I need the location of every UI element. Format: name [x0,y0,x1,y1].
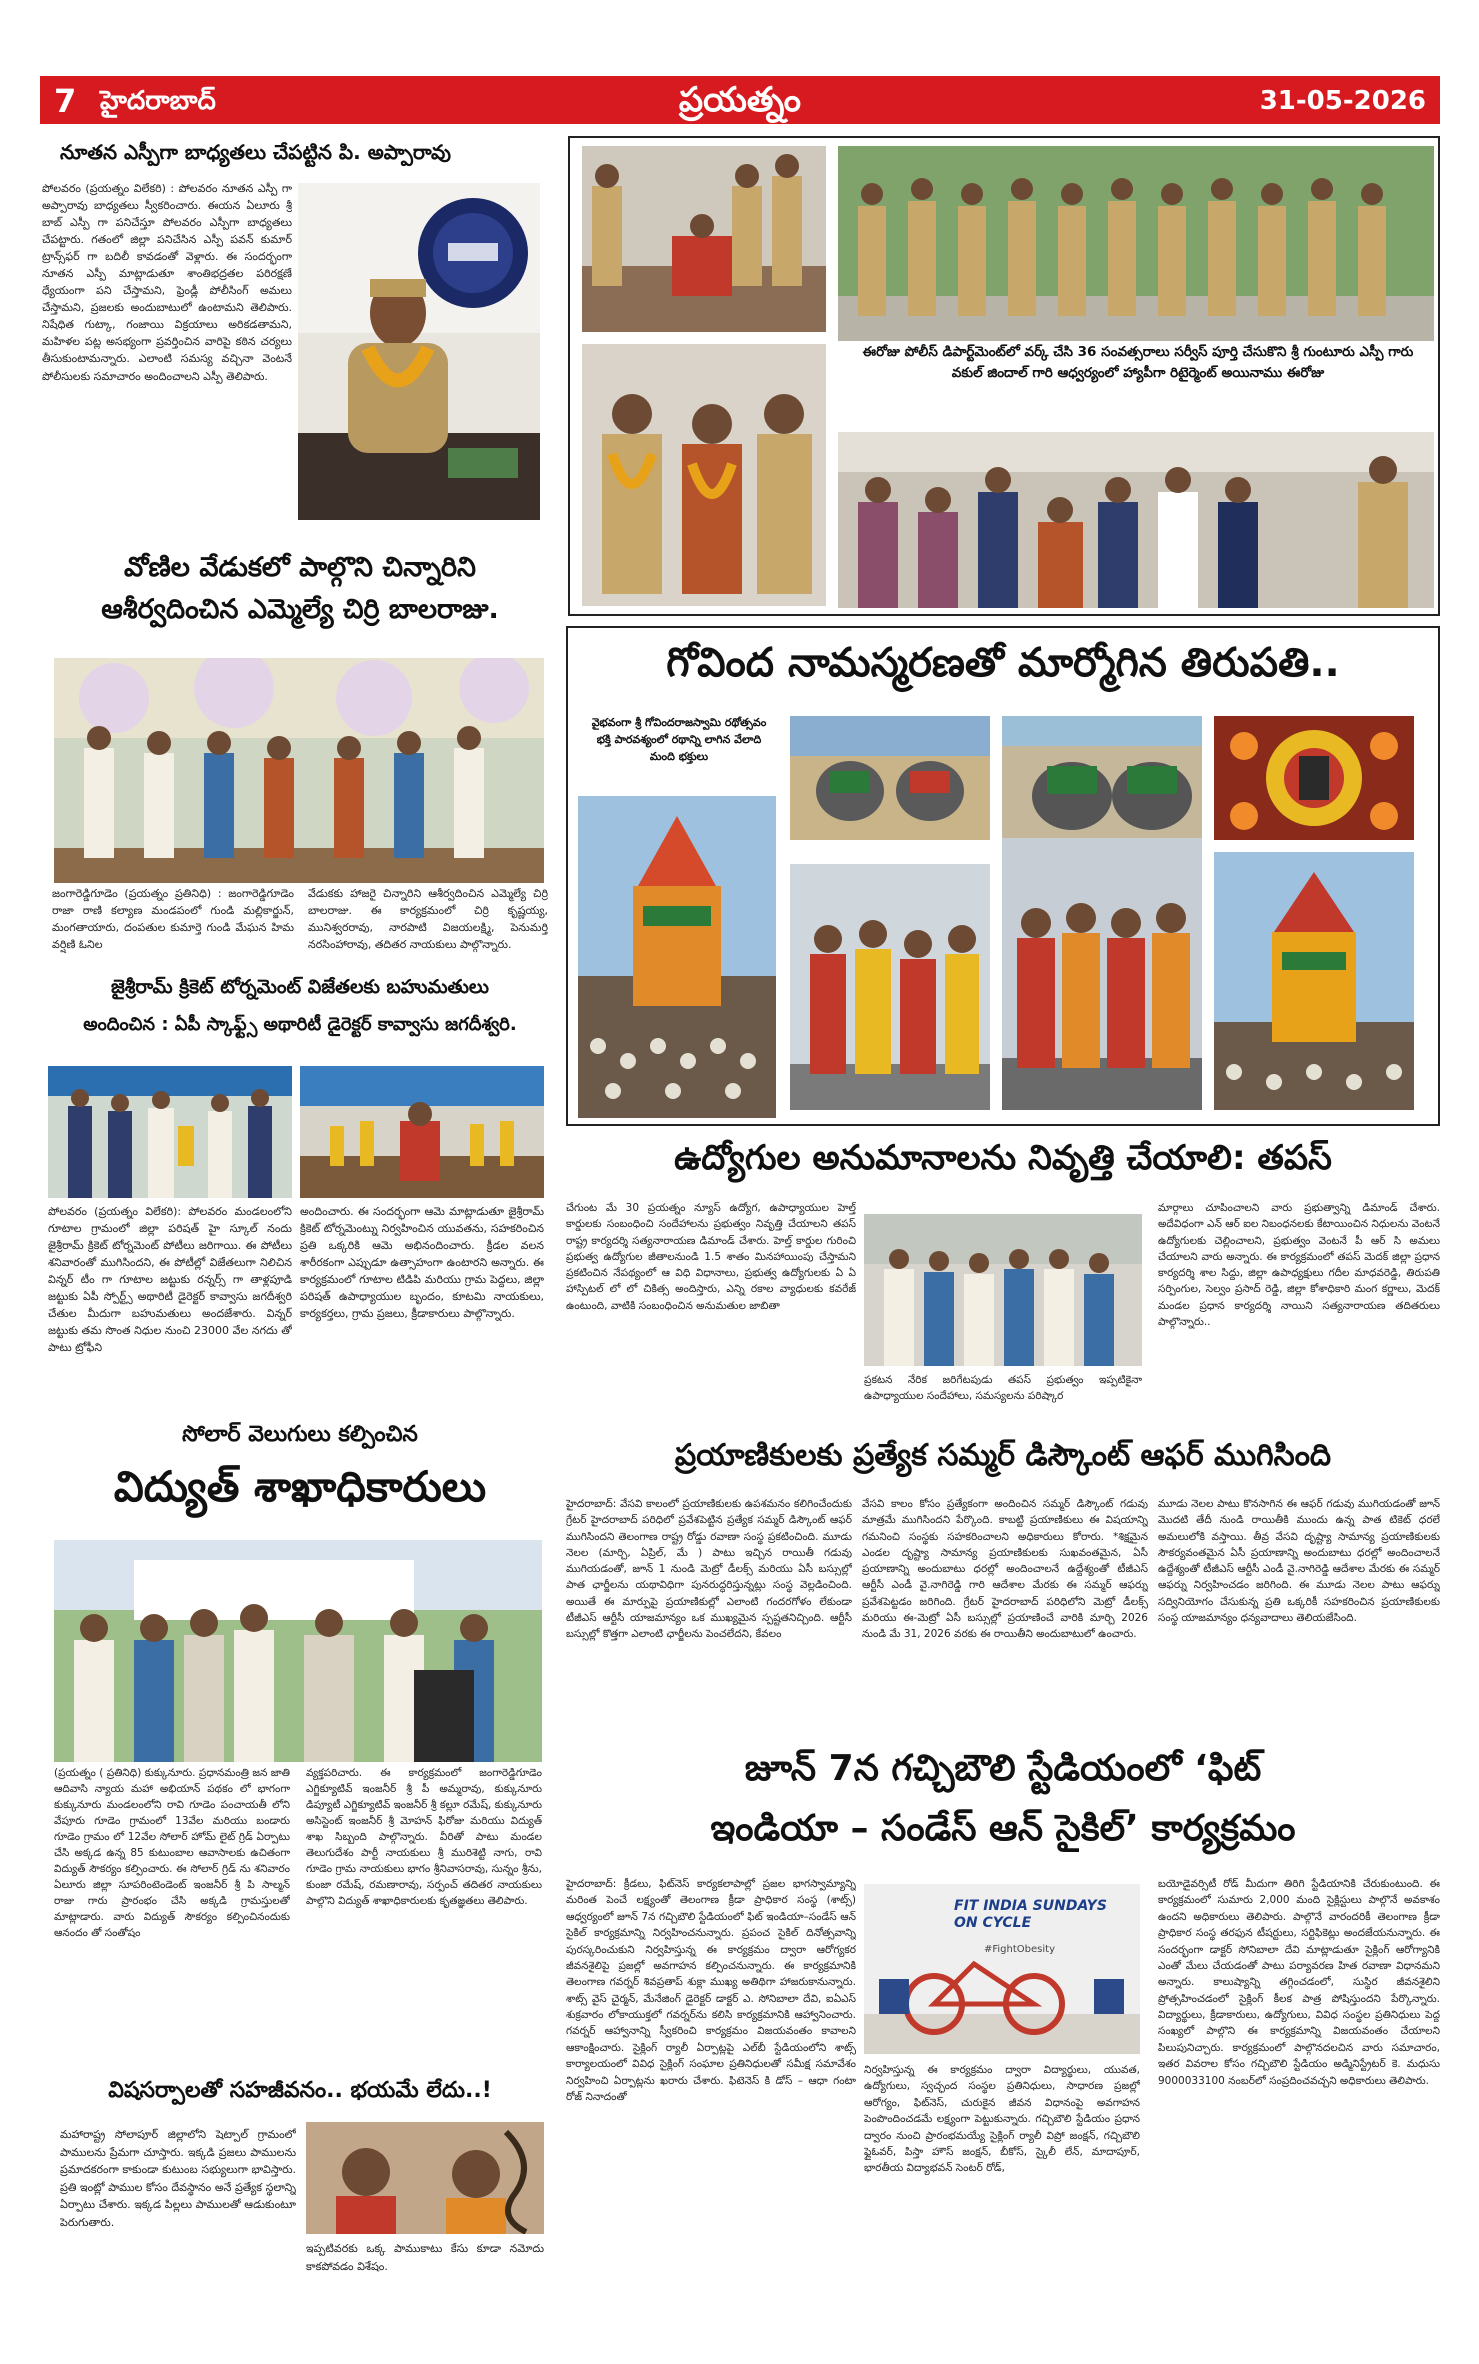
solar-body-col1: (ప్రయత్నం ( ప్రతినిధి) కుక్కునూరు. ప్రధానమంత్రి జన జాతి ఆదివాసి న్యాయ మహా అభియాన్ పథకం లో భాగంగా కుక్కునూరు మండలంలోని రావి గూడెం పంచాయతీ లోని వేపూరు గూడెం గ్రామంలో 13వేల మరియు బండారు గూడెం గ్రామం లో 12వేల సోలార్ హోమ్ లైట్ గ్రిడ్ ఏర్పాటు చేసి అక్కడ ఉన్న 85 కుటుంబాల ఆవాసాలకు ఉచితంగా విద్యుత్ సౌకర్యం కల్పించారు. ఈ సోలార్ గ్రిడ్ ను శనివారం ఏలూరు జిల్లా సూపరింటెండెంట్ ఇంజనీర్ శ్రీ పి సాల్మన్ రాజు గారు ప్రారంభం చేసి అక్కడి గ్రామస్తులతో మాట్లాడారు. వారు విద్యుత్ సౌకర్యం కల్పించినందుకు ఆనందం తో సంతోషం [54,1767,290,1939]
cricket-body-col1: పోలవరం (ప్రయత్నం విలేకరి): పోలవరం మండలంలోని గూటాల గ్రామంలో జిల్లా పరిషత్ హై స్కూల్ నందు జైశ్రీరామ్ క్రికెట్ టోర్నమెంట్ పోటీలు జరిగాయి. ఈ పోటీలు శనివారంతో ముగిసిందని, ఈ పోటీల్లో విజేతలుగా నిలిచిన విన్నర్ టీం గా గూటాల జట్టుకు రన్నర్స్ గా తాళ్లపూడి జట్టుకు ఏపీ స్పోర్ట్స్ అథారిటీ డైరెక్టర్ కావ్వాసు జగదీశ్వరి చేతుల మీదుగా బహుమతులు అందజేశారు. విన్నర్ జట్టుకు తమ సొంత నిధుల నుంచి 23000 వేల నగదు తో పాటు ట్రోఫీని [48,1205,292,1355]
mla-headline-line2: ఆశీర్వదించిన ఎమ్మెల్యే చిర్రి బాలరాజు. [101,594,499,625]
tapas-photo-caption: ప్రకటన నేరిక జరిగేటపుడు తపస్ ప్రభుత్వం ఇప్పటికైనా ఉపాధ్యాయుల సందేహాలు, సమస్యలను పరిష్కార [864,1374,1142,1403]
fit-india-body-col1: హైదరాబాద్: క్రీడలు, ఫిట్‌నెస్ కార్యకలాపాల్లో ప్రజల భాగస్వామ్యాన్ని మరింత పెంచే లక్ష్యంతో తెలంగాణ క్రీడా ప్రాధికార సంస్థ (శాట్స్) ఆధ్వర్యంలో జూన్ 7న గచ్చిబౌలి స్టేడియంలో ఫిట్ ఇండియా–సండేస్ ఆన్ సైకిల్ కార్యక్రమాన్ని నిర్వహించనున్నారు. ప్రపంచ సైకిల్ దినోత్సవాన్ని పురస్కరించుకుని నిర్వహిస్తున్న ఈ కార్యక్రమం ద్వారా ఆరోగ్యకర జీవనశైలిపై ప్రజల్లో అవగాహన కల్పించనున్నారు. ఈ కార్యక్రమానికి తెలంగాణ గవర్నర్ శివప్రతాప్ శుక్లా ముఖ్య అతిథిగా హాజరుకానున్నారు. శాట్స్ వైస్ చైర్మన్, మేనేజింగ్ డైరెక్టర్ డాక్టర్ ఎ. సోనిబాలా దేవి, ఐఏఎస్ శుక్రవారం లోకాయుక్తలో గవర్నర్‌ను కలిసి కార్యక్రమానికి ఆహ్వానించారు. గవర్నర్ ఆహ్వానాన్ని స్వీకరించి కార్యక్రమం విజయవంతం కావాలని ఆకాంక్షించారు. సైక్లింగ్ ర్యాలీ ఏర్పాట్లపై ఎల్‌బీ స్టేడియంలోని శాట్స్ కార్యాలయంలో వివిధ సైక్లింగ్ సంఘాల ప్రతినిధులతో సమీక్ష సమావేశం నిర్వహించి ఏర్పాట్లను ఖరారు చేశారు. ఫిటెనెస్ కి డోస్ – ఆధా గంటా రోజ్ నినాదంతో [566,1878,856,2103]
fit-india-headline-line1: జూన్ 7న గచ్చిబౌలి స్టేడియంలో ‘ఫిట్ [744,1748,1262,1789]
cricket-body-col2: అందించారు. ఈ సందర్భంగా ఆమె మాట్లాడుతూ జైశ్రీరామ్ క్రికెట్ టోర్నమెంట్ను నిర్వహించిన యువతను, సహకరించిన ప్రతి ఒక్కరికి ఆమె అభినందించారు. క్రీడల వలన శారీరకంగా ఎప్పుడూ ఉత్సాహంగా ఉంటారని అన్నారు. ఈ కార్యక్రమంలో గూటాల టిడిపి మరియు గ్రామ పెద్దలు, జిల్లా పరిషత్ ఉపాధ్యాయుల బృందం, కూటమి నాయకులు, కార్యకర్తలు, గ్రామ ప్రజలు, క్రీడాకారులు పాల్గొన్నారు. [300,1205,544,1321]
retirement-photo-2 [582,344,826,606]
masthead [40,76,1440,124]
tapas-group-photo [864,1214,1142,1366]
mla-body-col2: వేడుకకు హాజరై చిన్నారిని ఆశీర్వదించిన ఎమ్మెల్యే చిర్రి బాలరాజు. ఈ కార్యక్రమంలో చిర్రి కృష్ణయ్య, మునిశ్వరరావు, నారపాటి విజయలక్ష్మి, పెనుమర్తి నరసింహారావు, తదితర నాయకులు పాల్గొన్నారు. [308,887,548,952]
snake-headline: విషసర్పాలతో సహజీవనం.. భయమే లేదు..! [108,2078,492,2103]
solar-body-col2: వ్యక్తపరిచారు. ఈ కార్యక్రమంలో జంగారెడ్డిగూడెం ఎగ్జిక్యూటివ్ ఇంజనీర్ శ్రీ పీ అమ్మరావు, కుక్కునూరు డిప్యూటీ ఎగ్జిక్యూటివ్ ఇంజనీర్ శ్రీ కల్లూ రమేష్, కుక్కునూరు అసిస్టెంట్ ఇంజనీర్ శ్రీ మోహన్ ఫిరోజు మరియు విద్యుత్ శాఖ సిబ్బంది పాల్గొన్నారు. వీరితో పాటు మండల తెలుగుదేశం పార్టీ నాయకులు శ్రీ మురిశెట్టి నాగు, రావి గూడెం గ్రామ నాయకులు భాగం శ్రీనివాసరావు, సున్నం శ్రీను, కుంజా రమేష్, రమణారావు, సర్పంచ్ తదితర నాయకులు పాల్గొని విద్యుత్ శాఖాధికారులకు కృతజ్ఞతలు తెలిపారు. [306,1767,542,1907]
cricket-headline-line2: అందించిన : ఏపీ స్కాఫ్ట్స్ అథారిటీ డైరెక్టర్ కావ్వాసు జగదీశ్వరి. [83,1014,517,1035]
tirupati-elephants-photo-2 [1002,716,1202,840]
fit-india-headline-line2: ఇండియా – సండేస్ ఆన్ సైకిల్’ కార్యక్రమం [710,1808,1296,1849]
snake-children-photo [306,2122,544,2234]
discount-headline: ప్రయాణికులకు ప్రత్యేక సమ్మర్ డిస్కౌంట్ ఆఫర్ ముగిసింది [674,1438,1332,1473]
tirupati-chariot-photo-2 [1214,852,1414,1110]
fit-india-banner-text: FIT INDIA SUNDAYS ON CYCLE [954,1898,1107,1931]
tirupati-dancers-photo-1 [790,864,990,1110]
discount-body-col3: మూడు నెలల పాటు కొనసాగిన ఈ ఆఫర్ గడువు ముగియడంతో జూన్ మొదటి తేదీ నుండి రాయితీకి ముందు ఉన్న పాత టికెట్ ధరలే అమలులోకి వస్తాయి. తీవ్ర వేసవి దృష్ట్యా సామాన్య ప్రయాణికులకు సౌకర్యవంతమైన ఏసీ ప్రయాణాన్ని అందుబాటు ధరల్లో అందించాలనే ఉద్దేశ్యంతో టీజీఎస్ ఆర్టీసీ ఎండీ వై.నాగిరెడ్డి ఆదేశాల మేరకు ఈ సమ్మర్ ఆఫర్ను నిర్వహించడం జరిగింది. ఈ మూడు నెలల పాటు ఆఫర్ను సద్వినియోగం చేసుకున్న ప్రతి ఒక్కరికీ సహకరించిన ప్రయాణికులకు సంస్థ యాజమాన్యం ధన్యవాదాలు తెలియజేసింది. [1158,1498,1440,1624]
sp-headline: నూతన ఎస్పీగా బాధ్యతలు చేపట్టిన పి. అప్పారావు [60,140,451,164]
newspaper-title: ప్రయత్నం [678,80,802,120]
city-label: హైదరాబాద్ [100,86,216,116]
cricket-award-photo-2 [300,1066,544,1198]
tirupati-inset-caption: వైభవంగా శ్రీ గోవిందరాజస్వామి రథోత్సవం భక్తి పారవశ్యంలో రథాన్ని లాగిన వేలాది మంది భక్తులు [591,716,767,764]
mla-body-col1: జంగారెడ్డిగూడెం (ప్రయత్నం ప్రతినిధి) : జంగారెడ్డిగూడెం రాజా రాణి కల్యాణ మండపంలో గుండి మల్లికార్జున్, మంగతాయారు, దంపతుల కుమార్తె గుండి మేఘన హిమ వర్షిణి ఓనిల [52,887,294,952]
tapas-headline: ఉద్యోగుల అనుమానాలను నివృత్తి చేయాలి: తపస్ [674,1138,1332,1178]
sp-office-photo [298,183,540,520]
tirupati-deity-photo [1214,716,1414,840]
mla-headline-line1: వోణిల వేడుకలో పాల్గొని చిన్నారిని [123,552,476,583]
issue-date: 31-05-2026 [1259,86,1426,116]
retirement-group-photo [838,146,1434,341]
fit-india-body-col3: బయోడైవర్సిటీ రోడ్ మీదుగా తిరిగి స్టేడియానికి చేరుకుంటుంది. ఈ కార్యక్రమంలో సుమారు 2,000 మంది సైక్లిస్టులు పాల్గొనే అవకాశం ఉందని అధికారులు తెలిపారు. పాల్గొనే వారందరికీ తెలంగాణ క్రీడా ప్రాధికార సంస్థ తరఫున టీషర్టులు, సర్టిఫికెట్లు అందజేయనున్నారు. ఈ సందర్భంగా డాక్టర్ సోనిబాలా దేవి మాట్లాడుతూ సైక్లింగ్ ఆరోగ్యానికి ఎంతో మేలు చేయడంతో పాటు పర్యావరణ హిత రవాణా విధానమని అన్నారు. కాలుష్యాన్ని తగ్గించడంలో, సుస్థిర జీవనశైలిని ప్రోత్సహించడంలో సైక్లింగ్ కీలక పాత్ర పోషిస్తుందని పేర్కొన్నారు. విద్యార్థులు, క్రీడాకారులు, ఉద్యోగులు, వివిధ సంస్థల ప్రతినిధులు పెద్ద సంఖ్యలో పాల్గొని ఈ కార్యక్రమాన్ని విజయవంతం చేయాలని పిలుపునిచ్చారు. కార్యక్రమంలో పాల్గొనదలచిన వారు సమాచారం, ఇతర వివరాల కోసం గచ్చిబౌలి స్టేడియం అడ్మినిస్ట్రేటర్ కె. మధుసు 9000033100 నంబర్‌లో సంప్రదించవచ్చని అధికారులు తెలిపారు. [1158,1878,1440,2087]
discount-body-col2: వేసవి కాలం కోసం ప్రత్యేకంగా అందించిన సమ్మర్ డిస్కౌంట్ గడువు మాత్రమే ముగిసిందని పేర్కొంది. కాబట్టి ప్రయాణికులు ఈ విషయాన్ని గమనించి సంస్థకు సహకరించాలని అధికారులు కోరారు. *శిక్షమైన ఎండల దృష్ట్యా సామాన్య ప్రయాణికులకు సుఖవంతమైన, ఏసీ ప్రయాణాన్ని అందుబాటు ధరల్లో అందించాలనే ఉద్దేశ్యంతో టీజీఎస్ ఆర్టీసీ ఎండీ వై.నాగిరెడ్డి గారి ఆదేశాల మేరకు ఈ సమ్మర్ ఆఫర్ను ప్రవేశపెట్టడం జరిగింది. గ్రేటర్ హైదరాబాద్ పరిధిలోని మెట్రో డీలక్స్ మరియు ఈ-మెట్రో ఏసీ బస్సుల్లో ప్రయాణించే వారికి మార్చి 2026 నుండి మే 31, 2026 వరకు ఈ రాయితీని అందుబాటులో ఉంచారు. [862,1498,1148,1641]
retirement-photo-1 [582,146,826,332]
cricket-award-photo-1 [48,1066,292,1198]
tirupati-dancers-photo-2 [1002,838,1202,1110]
solar-headline-small: సోలార్ వెలుగులు కల్పించిన [182,1422,418,1447]
discount-body-col1: హైదరాబాద్: వేసవి కాలంలో ప్రయాణికులకు ఉపశమనం కలిగించేందుకు గ్రేటర్ హైదరాబాద్ పరిధిలో ప్రవేశపెట్టిన ప్రత్యేక సమ్మర్ డిస్కౌంట్ ఆఫర్ ముగిసిందని తెలంగాణ రాష్ట్ర రోడ్డు రవాణా సంస్థ ప్రకటించింది. మూడు నెలల (మార్చి, ఏప్రిల్, మే ) పాటు ఇచ్చిన రాయితీ గడువు ముగియడంతో, జూన్ 1 నుండి మెట్రో డీలక్స్ మరియు ఏసీ బస్సుల్లో పాత ఛార్జీలను యథావిధిగా పునరుద్ధరిస్తున్నట్లు సంస్థ వెల్లడించింది. అయితే ఈ మార్పుపై ప్రయాణికుల్లో ఎలాంటి గందరగోళం లేకుండా టీజీఎస్ ఆర్టీసీ యాజమాన్యం ఒక ముఖ్యమైన స్పష్టతనిచ్చింది. ఆర్టీసీ బస్సుల్లో కొత్తగా ఎలాంటి ఛార్జీలను పెంచలేదని, కేవలం [566,1498,852,1641]
retirement-family-photo [838,432,1434,608]
fit-india-banner-tag: #FightObesity [984,1944,1055,1955]
sp-article-body: పోలవరం (ప్రయత్నం విలేకరి) : పోలవరం నూతన ఎస్పీ గా అప్పారావు బాధ్యతలు స్వీకరించారు. ఈయన ఏలూరు శ్రీ బాబ్ ఎస్పీ గా పనిచేస్తూ పోలవరం ఎస్పీగా బాధ్యతలు చేపట్టారు. గతంలో జిల్లా పనిచేసిన ఎస్పీ పవన్ కుమార్ ట్రాన్స్‌ఫర్ గా బదిలీ కావడంతో వెళ్లారు. ఈ సందర్భంగా నూతన ఎస్పీ మాట్లాడుతూ శాంతిభద్రతల పరిరక్షణే ధ్యేయంగా పని చేస్తామని, ఫ్రెండ్లీ పోలీసింగ్ అమలు చేస్తామని, ప్రజలకు అందుబాటులో ఉంటామని తెలిపారు. నిషేధిత గుట్కా, గంజాయి విక్రయాలు అరికడతామని, మహిళల పట్ల అసభ్యంగా ప్రవర్తించిన వారిపై కఠిన చర్యలు తీసుకుంటామన్నారు. ఎలాంటి సమస్య వచ్చినా వెంటనే పోలీసులకు సమాచారం అందించాలని ఎస్పీ తెలిపారు. [42,182,292,383]
fit-india-body-col2: నిర్వహిస్తున్న ఈ కార్యక్రమం ద్వారా విద్యార్థులు, యువత, ఉద్యోగులు, స్వచ్ఛంద సంస్థల ప్రతినిధులు, సాధారణ ప్రజల్లో ఆరోగ్యం, ఫిట్‌నెస్, చురుకైన జీవన విధానంపై అవగాహన పెంపొందించడమే లక్ష్యంగా పెట్టుకున్నారు. గచ్చిబౌలి స్టేడియం ప్రధాన ద్వారం నుంచి ప్రారంభమయ్యే సైక్లింగ్ ర్యాలీ విప్రో జంక్షన్, గచ్చిబౌలి ఫ్లైఓవర్, పిస్తా హౌస్ జంక్షన్, బీకోస్, స్కైలీ లేన్, మాదాపూర్, భారతీయ విద్యాభవన్ సెంటర్ రోడ్, [864,2064,1140,2175]
mla-ceremony-photo [54,658,544,883]
solar-officials-photo [54,1540,542,1762]
retirement-caption: ఈరోజు పోలీస్ డిపార్ట్‌మెంట్‌లో వర్క్ చేసి 36 సంవత్సరాలు సర్వీస్ పూర్తి చేసుకొని శ్రీ గుంటూరు ఎస్పీ గారు వకుల్ జిందాల్ గారి ఆధ్వర్యంలో హ్యాపీగా రిటైర్మెంట్ అయినాము ఈరోజు [862,344,1414,381]
fit-india-banner-photo [864,1884,1140,2054]
tirupati-elephants-photo-1 [790,716,990,840]
tapas-body-col3: మార్గాలు చూపించాలని వారు ప్రభుత్వాన్ని డిమాండ్ చేశారు. అదేవిధంగా ఎన్ ఆర్ ఐల నిబంధనలకు కేటాయించిన నిధులను వెంటనే ఉద్యోగులకు చెల్లించాలని, ప్రభుత్వం వెంటనే పీ ఆర్ సి అమలు చేయాలని వారు అన్నారు. ఈ కార్యక్రమంలో తపస్ మెదక్ జిల్లా ప్రధాన కార్యదర్శి శాల సిద్దు, జిల్లా ఉపాధ్యక్షులు గదీల మాధవరెడ్డి, తిరుపతి సర్పింగుల, సెల్వం ప్రసాద్ రెడ్డి, జిల్లా కోశాధికారి మంగ కర్ణాలు, మెదక్ మండల ప్రధాన కార్యదర్శి నాయిని సత్యనారాయణ తదితరులు పాల్గొన్నారు.. [1158,1202,1440,1328]
snake-body-col1: మహారాష్ట్ర సోలాపూర్ జిల్లాలోని షెట్పాల్ గ్రామంలో పాములను ప్రేమగా చూస్తారు. ఇక్కడి ప్రజలు పాములను ప్రమాదకరంగా కాకుండా కుటుంబ సభ్యులుగా భావిస్తారు. ప్రతి ఇంట్లో పాముల కోసం దేవస్థానం అనే ప్రత్యేక స్థలాన్ని ఏర్పాటు చేశారు. ఇక్కడ పిల్లలు పాములతో ఆడుకుంటూ పెరుగుతారు. [60,2128,296,2229]
tirupati-headline: గోవింద నామస్మరణతో మార్మోగిన తిరుపతి.. [666,640,1340,686]
snake-body-col2: ఇప్పటివరకు ఒక్క పాముకాటు కేసు కూడా నమోదు కాకపోవడం విశేషం. [306,2242,544,2273]
page-number: 7 [54,82,77,120]
tirupati-chariot-photo [578,796,776,1118]
solar-headline-big: విద్యుత్ శాఖాధికారులు [113,1462,487,1511]
tapas-body-col1: చేగుంట మే 30 ప్రయత్నం న్యూస్ ఉద్యోగ, ఉపాధ్యాయుల హెల్త్ కార్డులకు సంబంధించి సందేహాలను ప్రభుత్వం నివృత్తి చేయాలని తపస్ రాష్ట్ర కార్యదర్శి సత్యనారాయణ డిమాండ్ చేశారు. హెల్త్ కార్డుల గురించి ప్రభుత్వ ఉద్యోగుల జీతాలనుండి 1.5 శాతం మినహాయింపు చేస్తామని ప్రకటించిన నేపథ్యంలో ఆ విధి విధానాలు, ప్రభుత్వ ఉద్యోగులకు ఏ ఏ హాస్పిటల్ లో లో చికిత్స అందిస్తారు, ఎన్ని రకాల వ్యాధులకు కవరేజ్ ఉంటుంది, వాటికి సంబంధించిన అనుమతుల జాబితా [566,1202,856,1312]
cricket-headline-line1: జైశ్రీరామ్ క్రికెట్ టోర్నమెంట్ విజేతలకు బహుమతులు [111,976,489,998]
